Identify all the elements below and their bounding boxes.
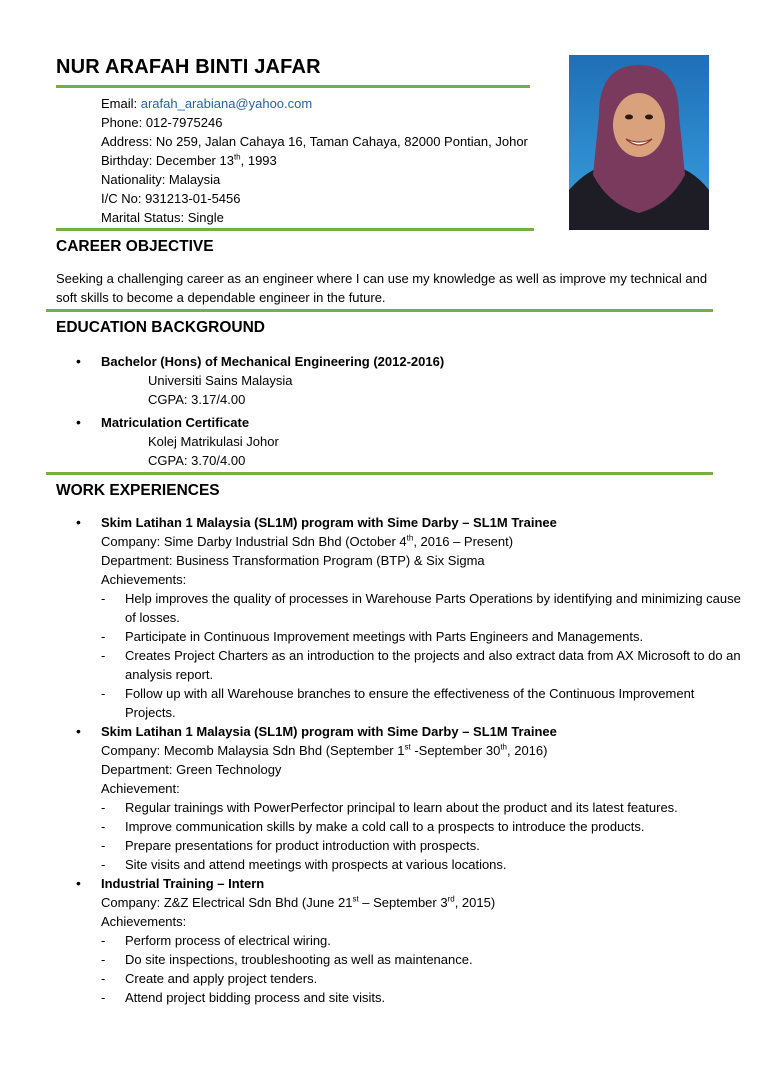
ic-number: I/C No: 931213-01-5456 bbox=[101, 191, 241, 206]
dash-icon: - bbox=[101, 629, 106, 644]
cgpa: CGPA: 3.70/4.00 bbox=[148, 453, 246, 468]
marital-status: Marital Status: Single bbox=[101, 210, 224, 225]
company: Company: Sime Darby Industrial Sdn Bhd (October 4th, 2016 – Present) bbox=[101, 533, 514, 549]
company: Company: Z&Z Electrical Sdn Bhd (June 21st – September 3rd, 2015) bbox=[101, 894, 496, 910]
contact-divider bbox=[56, 228, 534, 231]
achievement-item: - Participate in Continuous Improvement meetings with Parts Engineers and Managements. bbox=[101, 629, 644, 644]
dash-icon: - bbox=[101, 800, 106, 815]
achievement-item: - Follow up with all Warehouse branches to ensure the effectiveness of the Continuous Improvement Projects. bbox=[101, 686, 695, 720]
achievement-item: - Help improves the quality of processes in Warehouse Parts Operations by identifying and minimizing cause of losses. bbox=[101, 591, 741, 625]
profile-photo-icon bbox=[569, 55, 709, 230]
bullet-icon: • bbox=[76, 875, 81, 891]
job-item bbox=[56, 722, 746, 874]
dash-icon: - bbox=[101, 838, 106, 853]
achievement-item: - Regular trainings with PowerPerfector principal to learn about the product and its latest features. bbox=[101, 800, 678, 815]
achievements-label: Achievements: bbox=[101, 914, 187, 929]
achievement-item: - Attend project bidding process and site visits. bbox=[101, 990, 386, 1005]
profile-photo bbox=[569, 55, 709, 230]
career-objective-heading: CAREER OBJECTIVE bbox=[56, 238, 214, 255]
achievement-item: - Create and apply project tenders. bbox=[101, 971, 318, 986]
dash-icon: - bbox=[101, 686, 106, 701]
bullet-icon: • bbox=[76, 414, 81, 430]
bullet-icon: • bbox=[76, 514, 81, 530]
achievements-label: Achievement: bbox=[101, 781, 180, 796]
degree-title: Bachelor (Hons) of Mechanical Engineering (2012-2016) bbox=[101, 354, 445, 369]
nationality: Nationality: Malaysia bbox=[101, 172, 221, 187]
achievement-item: - Creates Project Charters as an introduction to the projects and also extract data from AX Microsoft to do an analysis report. bbox=[101, 648, 741, 682]
company: Company: Mecomb Malaysia Sdn Bhd (September 1st -September 30th, 2016) bbox=[101, 742, 548, 758]
dash-icon: - bbox=[101, 819, 106, 834]
achievement-item: - Improve communication skills by make a cold call to a prospects to introduce the products. bbox=[101, 819, 645, 834]
dash-icon: - bbox=[101, 990, 106, 1005]
email-label: Email: bbox=[101, 96, 141, 111]
phone: Phone: 012-7975246 bbox=[101, 115, 223, 130]
email-row bbox=[101, 94, 528, 113]
job-item bbox=[56, 513, 746, 722]
career-objective-text: Seeking a challenging career as an engineer where I can use my knowledge as well as improve my technical and soft skills to become a dependable engineer in the future. bbox=[56, 271, 708, 305]
dash-icon: - bbox=[101, 648, 106, 663]
dash-icon: - bbox=[101, 971, 106, 986]
dash-icon: - bbox=[101, 933, 106, 948]
achievement-item: - Perform process of electrical wiring. bbox=[101, 933, 331, 948]
achievement-list bbox=[56, 931, 746, 1007]
dash-icon: - bbox=[101, 857, 106, 872]
education-list bbox=[56, 352, 746, 470]
bullet-icon: • bbox=[76, 723, 81, 739]
department: Department: Green Technology bbox=[101, 762, 282, 777]
dash-icon: - bbox=[101, 952, 106, 967]
bullet-icon: • bbox=[76, 353, 81, 369]
cgpa: CGPA: 3.17/4.00 bbox=[148, 392, 246, 407]
candidate-name: NUR ARAFAH BINTI JAFAR bbox=[56, 56, 321, 78]
birthday: Birthday: December 13th, 1993 bbox=[101, 152, 277, 168]
education-item bbox=[56, 413, 746, 470]
career-divider bbox=[46, 309, 713, 312]
education-divider bbox=[46, 472, 713, 475]
work-list bbox=[56, 513, 746, 1007]
institution: Universiti Sains Malaysia bbox=[148, 373, 293, 388]
dash-icon: - bbox=[101, 591, 106, 606]
achievement-item: - Do site inspections, troubleshooting as well as maintenance. bbox=[101, 952, 473, 967]
header-divider bbox=[56, 85, 530, 88]
email-link[interactable]: arafah_arabiana@yahoo.com bbox=[140, 96, 313, 111]
job-title: Industrial Training – Intern bbox=[101, 876, 265, 891]
achievements-label: Achievements: bbox=[101, 572, 187, 587]
achievement-list bbox=[56, 589, 746, 722]
contact-info bbox=[101, 94, 528, 227]
work-heading: WORK EXPERIENCES bbox=[56, 482, 220, 499]
achievement-item: - Prepare presentations for product introduction with prospects. bbox=[101, 838, 480, 853]
address: Address: No 259, Jalan Cahaya 16, Taman Cahaya, 82000 Pontian, Johor bbox=[101, 134, 528, 149]
achievement-item: - Site visits and attend meetings with prospects at various locations. bbox=[101, 857, 507, 872]
institution: Kolej Matrikulasi Johor bbox=[148, 434, 279, 449]
department: Department: Business Transformation Program (BTP) & Six Sigma bbox=[101, 553, 485, 568]
achievement-list bbox=[56, 798, 746, 874]
degree-title: Matriculation Certificate bbox=[101, 415, 250, 430]
job-title: Skim Latihan 1 Malaysia (SL1M) program with Sime Darby – SL1M Trainee bbox=[101, 724, 557, 739]
education-heading: EDUCATION BACKGROUND bbox=[56, 319, 265, 336]
job-title: Skim Latihan 1 Malaysia (SL1M) program with Sime Darby – SL1M Trainee bbox=[101, 515, 557, 530]
job-item bbox=[56, 874, 746, 1007]
education-item bbox=[56, 352, 746, 409]
